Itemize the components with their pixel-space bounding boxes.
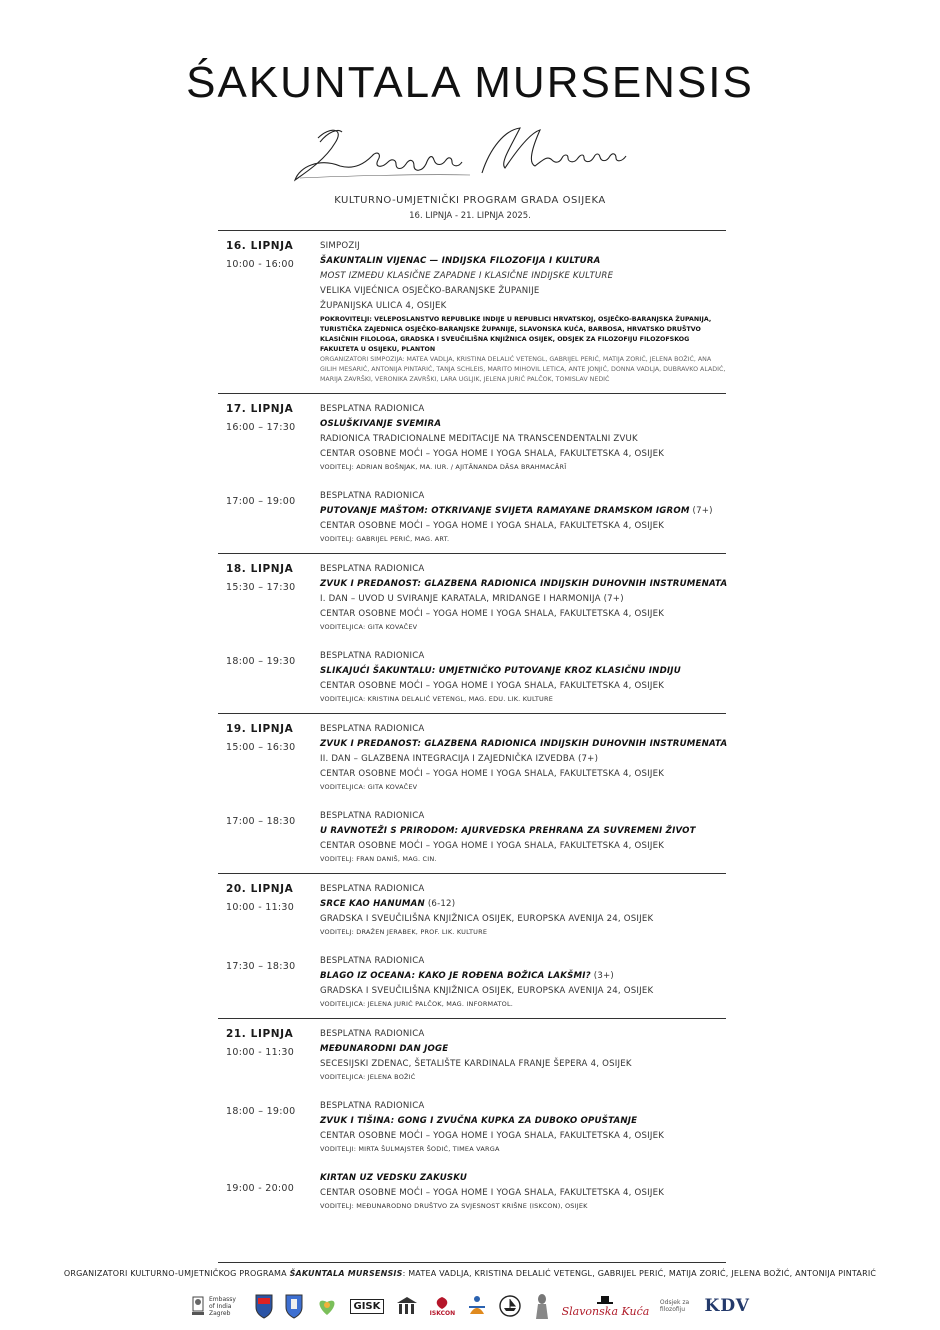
slavonska-kuca-logo: Slavonska Kuća [562, 1295, 650, 1318]
event-time: 10:00 - 11:30 [226, 902, 295, 913]
event [218, 722, 726, 793]
event-venue: CENTAR OSOBNE MOĆI – YOGA HOME I YOGA SHALA, FAKULTETSKA 4, OSIJEK [320, 449, 665, 459]
event [218, 809, 726, 865]
event-venue: CENTAR OSOBNE MOĆI – YOGA HOME I YOGA SHALA, FAKULTETSKA 4, OSIJEK [320, 1131, 665, 1141]
event-name: SRCE KAO HANUMAN [320, 899, 425, 909]
lotus-icon [430, 1296, 454, 1310]
event-time: 17:30 – 18:30 [226, 961, 296, 972]
event-name: SLIKAJUĆI ŠAKUNTALU: UMJETNIČKO PUTOVANJE KROZ KLASIČNU INDIJU [320, 666, 681, 676]
program-organizers: ORGANIZATORI KULTURNO-UMJETNIČKOG PROGRAMA ŠAKUNTALA MURSENSIS: MATEA VADLJA, KRISTINA DELALIĆ VETENGL, GABRIJEL PERIĆ, MATIJA ZORIĆ, JELENA BOŽIĆ, ANTONIJA PINTARIĆ [63, 1269, 877, 1278]
event-name: OSLUŠKIVANJE SVEMIRA [320, 419, 442, 429]
event-age: (6-12) [424, 899, 456, 909]
day-label: 18. LIPNJA [226, 563, 294, 575]
day-label: 19. LIPNJA [226, 723, 294, 735]
event-host: VODITELJ: ADRIAN BOŠNJAK, MA. IUR. / AJITĀNANDA DĀSA BRAHMACĀRĪ [320, 463, 567, 471]
hat-icon [596, 1295, 614, 1305]
library-building-icon [395, 1295, 419, 1317]
day-label: 20. LIPNJA [226, 883, 294, 895]
event-name: ZVUK I PREDANOST: GLAZBENA RADIONICA INDIJSKIH DUHOVNIH INSTRUMENATA [320, 579, 728, 589]
embassy-logo: Embassy of India Zagreb [190, 1293, 243, 1319]
event-type: BESPLATNA RADIONICA [320, 884, 425, 894]
event-time: 15:00 – 16:30 [226, 742, 296, 753]
event-type: BESPLATNA RADIONICA [320, 491, 425, 501]
event-age: (3+) [590, 971, 614, 981]
event-type: BESPLATNA RADIONICA [320, 1101, 425, 1111]
event-time: 19:00 - 20:00 [226, 1183, 295, 1194]
event-name: ŠAKUNTALIN VIJENAC — INDIJSKA FILOZOFIJA I KULTURA [320, 256, 601, 266]
day-block [218, 393, 726, 553]
county-coat-of-arms-icon [254, 1293, 274, 1319]
event-type: BESPLATNA RADIONICA [320, 811, 425, 821]
event-time: 10:00 - 11:30 [226, 1047, 295, 1058]
event [218, 239, 726, 385]
event-venue: SECESIJSKI ZDENAC, ŠETALIŠTE KARDINALA FRANJE ŠEPERA 4, OSIJEK [320, 1059, 632, 1069]
event-type: SIMPOZIJ [320, 241, 360, 251]
day-block [218, 873, 726, 1018]
day-block [218, 230, 726, 393]
day-block [218, 713, 726, 873]
script-title-signature [0, 118, 940, 188]
event-name: U RAVNOTEŽI S PRIRODOM: AJURVEDSKA PREHRANA ZA SUVREMENI ŽIVOT [320, 826, 696, 836]
event-age: (7+) [689, 506, 713, 516]
event [218, 1171, 726, 1212]
program-subtitle: KULTURNO-UMJETNIČKI PROGRAM GRADA OSIJEKA [334, 195, 606, 206]
event-time: 18:00 – 19:00 [226, 1106, 296, 1117]
event-host: VODITELJ: DRAŽEN JERABEK, PROF. LIK. KULTURE [320, 928, 488, 936]
event-venue: GRADSKA I SVEUČILIŠNA KNJIŽNICA OSIJEK, EUROPSKA AVENIJA 24, OSIJEK [320, 914, 654, 924]
ashoka-emblem-icon [190, 1293, 206, 1319]
event-detail: II. DAN – GLAZBENA INTEGRACIJA I ZAJEDNIČKA IZVEDBA (7+) [320, 754, 599, 764]
event [218, 402, 726, 473]
program-name: ŠAKUNTALA MURSENSIS [289, 1269, 403, 1278]
event [218, 489, 726, 545]
event-host: VODITELJ: GABRIJEL PERIĆ, MAG. ART. [320, 535, 450, 543]
department-logo: Odsjek za filozofiju [659, 1299, 690, 1313]
event-name: KIRTAN UZ VEDSKU ZAKUSKU [320, 1173, 468, 1183]
event-subtitle: MOST IZMEĐU KLASIČNE ZAPADNE I KLASIČNE INDIJSKE KULTURE [320, 271, 614, 281]
event-time: 15:30 – 17:30 [226, 582, 296, 593]
footer-divider [218, 1262, 726, 1263]
yoga-figure-icon [466, 1294, 488, 1318]
event [218, 562, 726, 633]
event-address: ŽUPANIJSKA ULICA 4, OSIJEK [320, 301, 447, 311]
iskcon-logo: ISKCON [430, 1296, 455, 1317]
event-sponsors: POKROVITELJI: VELEPOSLANSTVO REPUBLIKE INDIJE U REPUBLICI HRVATSKOJ, OSJEČKO-BARANJSKA ŽUPANIJA, TURISTIČKA ZAJEDNICA OSJEČKO-BARANJSKE ŽUPANIJE, SLAVONSKA KUĆA, BARBOSA, HRVATSKO DRUŠTVO KLASIČNIH FILOLOGA, GRADSKA I SVEUČILIŠNA KNJIŽNICA OSIJEK, ODSJEK ZA FILOZOFIJU FILOZOFSKOG FAKULTETA U OSIJEKU, PLANTON [320, 316, 712, 353]
event-time: 18:00 – 19:30 [226, 656, 296, 667]
event-time: 17:00 – 18:30 [226, 816, 296, 827]
event-organizers: ORGANIZATORI SIMPOZIJA: MATEA VADLJA, KRISTINA DELALIĆ VETENGL, GABRIJEL PERIĆ, MATIJA ZORIĆ, JELENA BOŽIĆ, ANA GILIH MESARIĆ, ANTONIJA PINTARIĆ, TANJA SCHLEIS, MARITO MIHOVIL LETICA, ANTE JONJIĆ, DONNA VADLJA, DUBRAVKO ALADIĆ, MARIJA ZAVRŠKI, VERONIKA ZAVRŠKI, LARA UGLJIK, JELENA JURIĆ PALČOK, TOMISLAV NEDIĆ [320, 356, 726, 383]
event-time: 16:00 – 17:30 [226, 422, 296, 433]
event-host: VODITELJICA: JELENA BOŽIĆ [320, 1073, 416, 1081]
event-time: 10:00 - 16:00 [226, 259, 295, 270]
event-venue: CENTAR OSOBNE MOĆI – YOGA HOME I YOGA SHALA, FAKULTETSKA 4, OSIJEK [320, 1188, 665, 1198]
day-block [218, 1018, 726, 1220]
day-label: 16. LIPNJA [226, 240, 294, 252]
program-dates: 16. LIPNJA - 21. LIPNJA 2025. [409, 211, 531, 221]
event-detail: RADIONICA TRADICIONALNE MEDITACIJE NA TRANSCENDENTALNI ZVUK [320, 434, 638, 444]
event-name: MEĐUNARODNI DAN JOGE [320, 1044, 449, 1054]
event-detail: I. DAN – UVOD U SVIRANJE KARATALA, MRIDANGE I HARMONIJA (7+) [320, 594, 624, 604]
event-host: VODITELJICA: JELENA JURIĆ PALČOK, MAG. INFORMATOL. [320, 1000, 514, 1008]
ship-emblem-icon [498, 1294, 522, 1318]
event [218, 1027, 726, 1083]
statue-icon [533, 1293, 551, 1319]
event-host: VODITELJICA: KRISTINA DELALIĆ VETENGL, MAG. EDU. LIK. KULTURE [320, 695, 554, 703]
event-host: VODITELJI: MIRTA ŠULMAJSTER ŠODIĆ, TIMEA VARGA [320, 1145, 500, 1153]
event [218, 649, 726, 705]
event-type: BESPLATNA RADIONICA [320, 404, 425, 414]
event-type: BESPLATNA RADIONICA [320, 564, 425, 574]
event-host: VODITELJICA: GITA KOVAČEV [320, 783, 418, 791]
event-type: BESPLATNA RADIONICA [320, 1029, 425, 1039]
page-title: ŚAKUNTALA MURSENSIS [186, 58, 754, 107]
sponsor-logos [190, 1288, 750, 1324]
city-coat-of-arms-icon [284, 1293, 304, 1319]
event-venue: CENTAR OSOBNE MOĆI – YOGA HOME I YOGA SHALA, FAKULTETSKA 4, OSIJEK [320, 609, 665, 619]
event-venue: CENTAR OSOBNE MOĆI – YOGA HOME I YOGA SHALA, FAKULTETSKA 4, OSIJEK [320, 841, 665, 851]
event-venue: GRADSKA I SVEUČILIŠNA KNJIŽNICA OSIJEK, EUROPSKA AVENIJA 24, OSIJEK [320, 986, 654, 996]
event-type: BESPLATNA RADIONICA [320, 956, 425, 966]
gisk-logo: GISK [350, 1299, 385, 1314]
day-label: 21. LIPNJA [226, 1028, 294, 1040]
event [218, 1099, 726, 1155]
event-time: 17:00 – 19:00 [226, 496, 296, 507]
event-name: ZVUK I TIŠINA: GONG I ZVUČNA KUPKA ZA DUBOKO OPUŠTANJE [320, 1116, 638, 1126]
event-name: ZVUK I PREDANOST: GLAZBENA RADIONICA INDIJSKIH DUHOVNIH INSTRUMENATA [320, 739, 728, 749]
event-venue: CENTAR OSOBNE MOĆI – YOGA HOME I YOGA SHALA, FAKULTETSKA 4, OSIJEK [320, 521, 665, 531]
schedule [218, 230, 726, 1220]
event-venue: CENTAR OSOBNE MOĆI – YOGA HOME I YOGA SHALA, FAKULTETSKA 4, OSIJEK [320, 769, 665, 779]
event-host: VODITELJ: MEĐUNARODNO DRUŠTVO ZA SVJESNOST KRIŠNE (ISKCON), OSIJEK [320, 1202, 588, 1210]
event-venue: CENTAR OSOBNE MOĆI – YOGA HOME I YOGA SHALA, FAKULTETSKA 4, OSIJEK [320, 681, 665, 691]
day-block [218, 553, 726, 713]
event [218, 882, 726, 938]
event-name: PUTOVANJE MAŠTOM: OTKRIVANJE SVIJETA RAMAYANE DRAMSKOM IGROM [320, 506, 690, 516]
event-venue: VELIKA VIJEĆNICA OSJEČKO-BARANJSKE ŽUPANIJE [320, 286, 540, 296]
tourist-board-logo-icon [315, 1295, 339, 1317]
event [218, 954, 726, 1010]
event-type: BESPLATNA RADIONICA [320, 724, 425, 734]
event-host: VODITELJ: FRAN DANIŠ, MAG. CIN. [320, 855, 437, 863]
event-name: BLAGO IZ OCEANA: KAKO JE ROĐENA BOŽICA LAKŠMI? [320, 971, 591, 981]
event-type: BESPLATNA RADIONICA [320, 651, 425, 661]
kdv-logo: KDV [704, 1296, 750, 1316]
event-host: VODITELJICA: GITA KOVAČEV [320, 623, 418, 631]
day-label: 17. LIPNJA [226, 403, 294, 415]
